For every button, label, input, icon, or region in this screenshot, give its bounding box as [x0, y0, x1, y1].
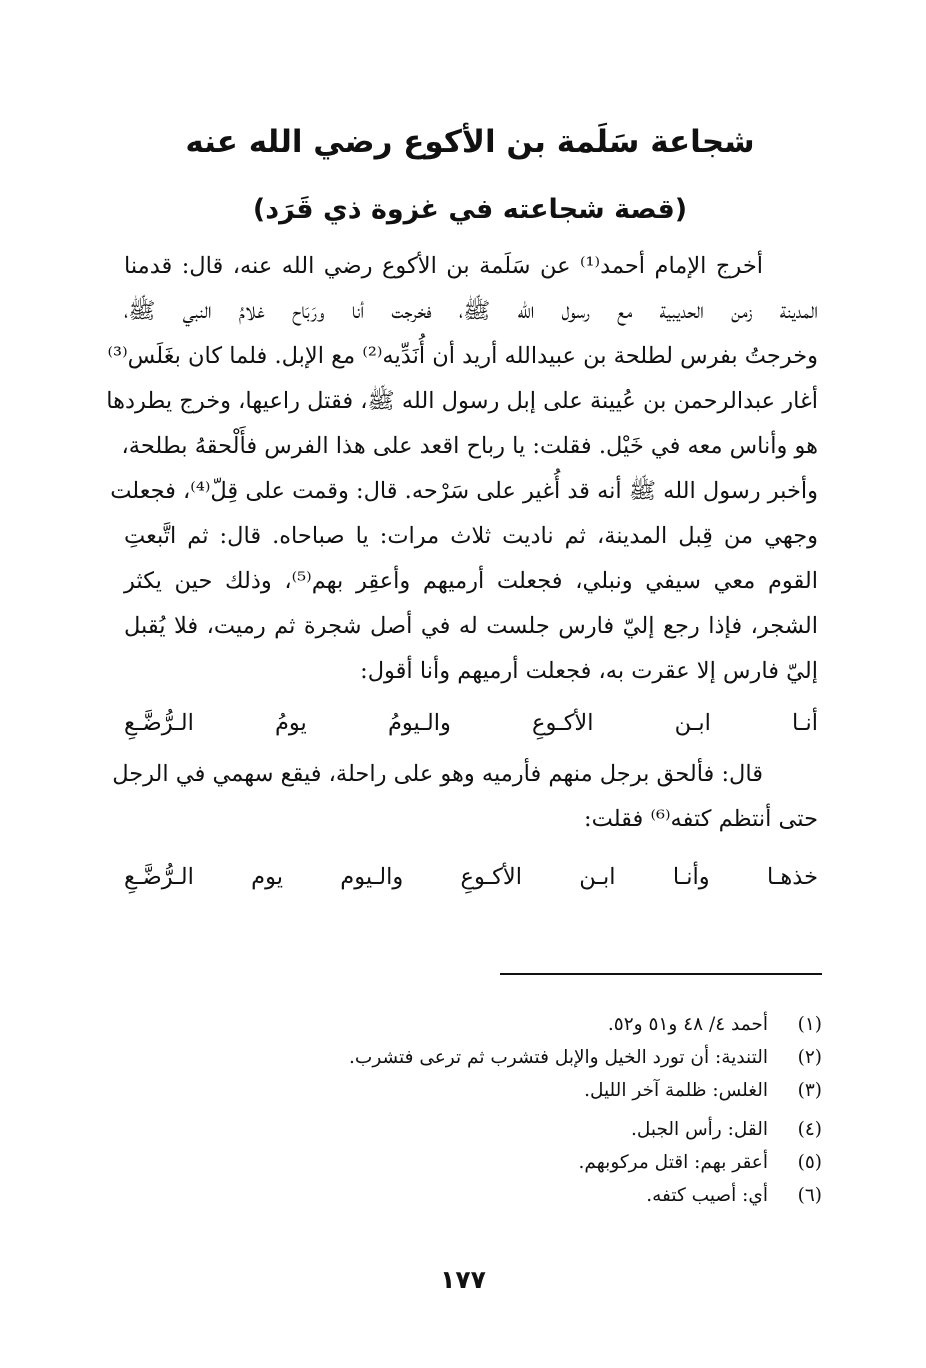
text-line: حتى أنتظم كتفه⁽⁶⁾ فقلت:: [584, 806, 818, 832]
footnote: [300, 1113, 822, 1146]
text-line: وجهي من قِبل المدينة، ثم ناديت ثلاث مرات: يا صباحاه. قال: ثم اتَّبعتِ: [124, 523, 818, 549]
footnote-text: أعقر بهم: اقتل مركوبهم.: [578, 1152, 768, 1173]
poem-word: الأكـوعِ: [532, 710, 594, 736]
footnote-text: أي: أصيب كتفه.: [646, 1185, 768, 1206]
footnote: [300, 1008, 822, 1041]
footnote-number: (٥): [797, 1152, 822, 1173]
poem-word: خذهـا: [766, 864, 818, 890]
poem-word: الأكـوعِ: [460, 864, 522, 890]
text-line: المدينة زمن الحديبية مع رسول الله ﷺ، فخرجت أنا ورَبَاح غلامُ النبي ﷺ،: [124, 298, 818, 324]
page-title: شجاعة سَلَمة بن الأكوع رضي الله عنه: [185, 124, 755, 160]
footnote-text: أحمد ٤/ ٤٨ و٥١ و٥٢.: [607, 1014, 768, 1035]
footnote: [300, 1146, 822, 1179]
poem-word: الـرُّضَّـعِ: [124, 864, 194, 890]
text-line: إليّ فارس إلا عقرت به، فجعلت أرميهم وأنا أقول:: [360, 658, 818, 684]
poem-word: ابـن: [674, 710, 711, 736]
footnote-text: التندية: أن تورد الخيل والإبل فتشرب ثم ترعى فتشرب.: [349, 1047, 768, 1068]
footnote-text: الغلس: ظلمة آخر الليل.: [584, 1080, 768, 1101]
footnote-separator: [500, 973, 822, 975]
poem-word: وأنـا: [672, 864, 710, 890]
footnote-number: (٦): [797, 1185, 822, 1206]
footnote: [300, 1179, 822, 1212]
footnotes: [300, 1008, 822, 1212]
text-line: وأخبر رسول الله ﷺ أنه قد أُغير على سَرْحه. قال: وقمت على قِلّ⁽⁴⁾، فجعلت: [110, 478, 818, 504]
poem-verse-1: [124, 694, 818, 752]
poem-verse-2: [124, 848, 818, 906]
footnote-number: (١): [797, 1014, 822, 1035]
text-line: هو وأناس معه في خَيْل. فقلت: يا رباح اقعد على هذا الفرس فأَلْحقهُ بطلحة،: [121, 433, 818, 459]
text-line: قال: فألحق برجل منهم فأرميه وهو على راحلة، فيقع سهمي في الرجل: [112, 761, 763, 787]
text-line: الشجر، فإذا رجع إليّ فارس جلست له في أصل شجرة ثم رميت، فلا يُقبل: [124, 613, 818, 639]
footnote: [300, 1074, 822, 1107]
footnote-number: (٣): [797, 1080, 822, 1101]
text-line: وخرجتُ بفرس لطلحة بن عبيدالله أريد أن أُنَدِّيه⁽²⁾ مع الإبل. فلما كان بغَلَس⁽³⁾: [107, 343, 818, 369]
poem-word: والـيومُ: [387, 710, 451, 736]
footnote-text: القل: رأس الجبل.: [631, 1119, 768, 1140]
footnote-number: (٢): [797, 1047, 822, 1068]
poem-word: يوم: [251, 864, 283, 890]
main-text: [106, 244, 818, 906]
footnote: [300, 1041, 822, 1074]
text-line: القوم معي سيفي ونبلي، فجعلت أرميهم وأعقِر بهم⁽⁵⁾، وذلك حين يكثر: [124, 568, 818, 594]
poem-word: والـيوم: [340, 864, 404, 890]
text-line: أغار عبدالرحمن بن عُيينة على إبل رسول الله ﷺ، فقتل راعيها، وخرج يطردها: [106, 388, 818, 414]
poem-word: ابـن: [579, 864, 616, 890]
page-number: ١٧٧: [440, 1265, 486, 1294]
text-line: أخرج الإمام أحمد⁽¹⁾ عن سَلَمة بن الأكوع رضي الله عنه، قال: قدمنا: [124, 253, 763, 279]
poem-word: الـرُّضَّـعِ: [124, 710, 194, 736]
footnote-number: (٤): [797, 1119, 822, 1140]
page-subtitle: (قصة شجاعته في غزوة ذي قَرَد): [252, 194, 688, 225]
poem-word: أنـا: [792, 710, 818, 736]
poem-word: يومُ: [274, 710, 307, 736]
